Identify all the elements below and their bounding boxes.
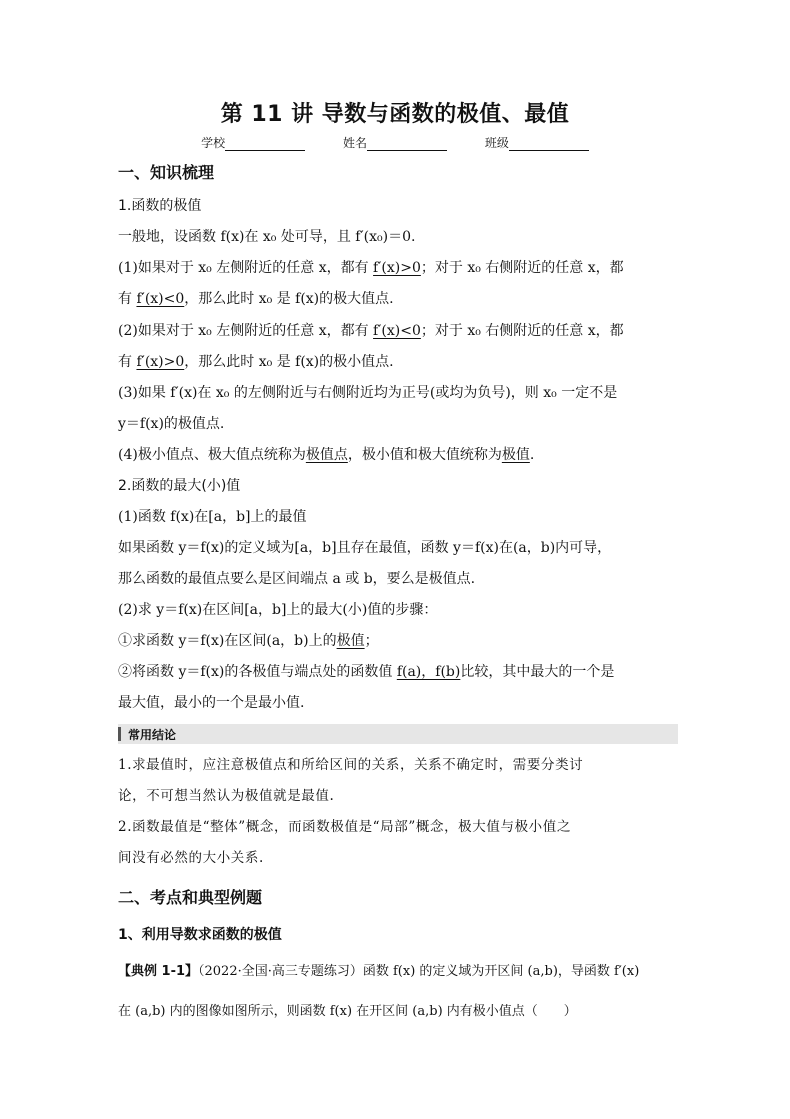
section-heading-examples: 二、考点和典型例题 <box>118 888 263 907</box>
paragraph-maxmin-6: ②将函数 y＝f(x)的各极值与端点处的函数值 f(a)，f(b)比较，其中最大的一个是 <box>118 664 615 680</box>
conclusion-1-line-1: 1.求最值时，应注意极值点和所给区间的关系，关系不确定时，需要分类讨 <box>118 757 584 773</box>
paragraph-condition-2-line-2: 有 f′(x)>0，那么此时 x₀ 是 f(x)的极小值点. <box>118 354 394 370</box>
example-line-2: 在 (a,b) 内的图像如图所示，则函数 f(x) 在开区间 (a,b) 内有极小值点（ ） <box>118 1004 577 1019</box>
paragraph-maxmin-5: ①求函数 y＝f(x)在区间(a，b)上的极值； <box>118 633 379 649</box>
page-title: 第 11 讲 导数与函数的极值、最值 <box>220 102 570 127</box>
paragraph-maxmin-2: 如果函数 y＝f(x)的定义域为[a，b]且存在最值，函数 y＝f(x)在(a，b)内可导， <box>118 540 612 556</box>
underlined-answer: 极值 <box>501 447 530 463</box>
conclusions-banner <box>118 724 678 744</box>
class-blank[interactable] <box>509 137 589 151</box>
underlined-answer: f′(x)<0 <box>136 291 185 307</box>
section-heading-knowledge: 一、知识梳理 <box>118 163 215 182</box>
subheading-extrema: 1.函数的极值 <box>118 198 202 214</box>
subheading-find-extrema: 1、利用导数求函数的极值 <box>118 927 282 943</box>
subheading-max-min: 2.函数的最大(小)值 <box>118 478 241 494</box>
student-info-line <box>0 134 790 151</box>
paragraph-maxmin-1: (1)函数 f(x)在[a，b]上的最值 <box>118 509 307 525</box>
school-blank[interactable] <box>225 137 305 151</box>
underlined-answer: 极值点 <box>305 447 348 463</box>
paragraph-maxmin-4: (2)求 y＝f(x)在区间[a，b]上的最大(小)值的步骤： <box>118 602 438 618</box>
school-label: 学校 <box>201 136 226 150</box>
underlined-answer: f′(x)<0 <box>373 323 421 339</box>
paragraph-condition-1-line-1: (1)如果对于 x₀ 左侧附近的任意 x，都有 f′(x)>0；对于 x₀ 右侧附近的任意 x，都 <box>118 260 624 276</box>
underlined-answer: 极值 <box>336 633 365 649</box>
paragraph-intro: 一般地，设函数 f(x)在 x₀ 处可导，且 f′(x₀)＝0. <box>118 229 416 245</box>
underlined-answer: f(a)，f(b) <box>396 664 461 680</box>
underlined-answer: f′(x)>0 <box>136 354 185 370</box>
paragraph-condition-4: (4)极小值点、极大值点统称为极值点，极小值和极大值统称为极值. <box>118 447 535 463</box>
banner-accent-bar <box>118 727 121 741</box>
paragraph-condition-3-line-2: y＝f(x)的极值点. <box>118 416 225 432</box>
conclusion-2-line-2: 间没有必然的大小关系. <box>118 850 264 866</box>
paragraph-condition-3-line-1: (3)如果 f′(x)在 x₀ 的左侧附近与右侧附近均为正号(或均为负号)，则 x₀ 一定不是 <box>118 385 618 401</box>
conclusion-2-line-1: 2.函数最值是“整体”概念，而函数极值是“局部”概念，极大值与极小值之 <box>118 819 571 835</box>
paragraph-condition-2-line-1: (2)如果对于 x₀ 左侧附近的任意 x，都有 f′(x)<0；对于 x₀ 右侧附近的任意 x，都 <box>118 323 624 339</box>
conclusions-label: 常用结论 <box>128 728 177 742</box>
underlined-answer: f′(x)>0 <box>373 260 421 276</box>
example-tag: 【典例 1-1】 <box>118 964 199 979</box>
name-blank[interactable] <box>367 137 447 151</box>
class-label: 班级 <box>484 136 509 150</box>
paragraph-condition-1-line-2: 有 f′(x)<0，那么此时 x₀ 是 f(x)的极大值点. <box>118 291 394 307</box>
paragraph-maxmin-3: 那么函数的最值点要么是区间端点 a 或 b，要么是极值点. <box>118 571 476 587</box>
conclusion-1-line-2: 论，不可想当然认为极值就是最值. <box>118 788 335 804</box>
name-label: 姓名 <box>342 136 367 150</box>
example-line-1: 【典例 1-1】（2022·全国·高三专题练习）函数 f(x) 的定义域为开区间 (a,b)，导函数 f′(x) <box>118 964 640 979</box>
paragraph-maxmin-7: 最大值，最小的一个是最小值. <box>118 695 305 711</box>
